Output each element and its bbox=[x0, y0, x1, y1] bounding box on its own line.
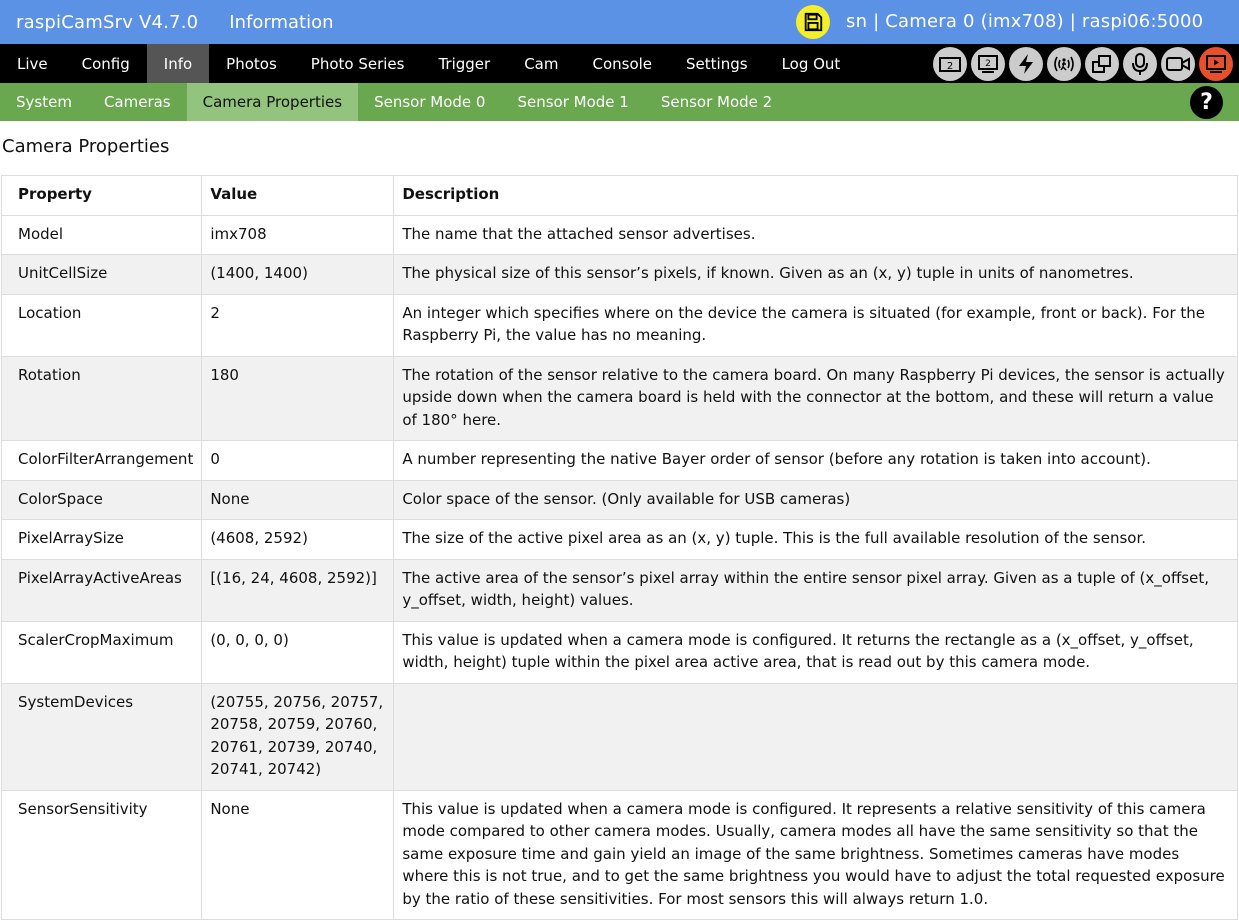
description-cell: This value is updated when a camera mode is configured. It returns the rectangle as a (x_offset, y_offset, width, height) tuple within the pixel area active area, that is read out by this camera mode. bbox=[394, 621, 1238, 683]
svg-text:2: 2 bbox=[946, 61, 954, 72]
table-row bbox=[2, 441, 1238, 481]
subnav-cameras[interactable]: Cameras bbox=[103, 93, 171, 111]
nav-photos[interactable]: Photos bbox=[226, 54, 277, 73]
table-row bbox=[2, 294, 1238, 356]
property-cell: UnitCellSize bbox=[2, 255, 202, 295]
description-cell: The active area of the sensor’s pixel array within the entire sensor pixel array. Given as a tuple of (x_offset, y_offset, width, height) values. bbox=[394, 559, 1238, 621]
sub-nav bbox=[0, 83, 1239, 121]
title-bar bbox=[0, 0, 1239, 44]
toolbar-icons bbox=[933, 47, 1233, 81]
description-cell: Color space of the sensor. (Only available for USB cameras) bbox=[394, 480, 1238, 520]
value-cell: None bbox=[202, 790, 394, 920]
main-nav bbox=[0, 44, 1239, 83]
value-cell: None bbox=[202, 480, 394, 520]
value-cell: (0, 0, 0, 0) bbox=[202, 621, 394, 683]
value-cell: (20755, 20756, 20757, 20758, 20759, 20760, 20761, 20739, 20740, 20741, 20742) bbox=[202, 683, 394, 790]
value-cell: 0 bbox=[202, 441, 394, 481]
property-cell: ColorFilterArrangement bbox=[2, 441, 202, 481]
nav-info[interactable]: Info bbox=[147, 44, 209, 83]
subnav-sensor-mode-2[interactable]: Sensor Mode 2 bbox=[660, 93, 773, 111]
camera-2-icon[interactable] bbox=[933, 47, 967, 81]
subnav-system[interactable]: System bbox=[16, 93, 72, 111]
value-cell: 2 bbox=[202, 294, 394, 356]
header-description: Description bbox=[394, 176, 1238, 216]
property-cell: SystemDevices bbox=[2, 683, 202, 790]
description-cell: An integer which specifies where on the device the camera is situated (for example, front or back). For the Raspberry Pi, the value has no meaning. bbox=[394, 294, 1238, 356]
property-cell: Location bbox=[2, 294, 202, 356]
help-icon[interactable]: ? bbox=[1190, 86, 1223, 119]
value-cell: 180 bbox=[202, 356, 394, 441]
table-row bbox=[2, 255, 1238, 295]
value-cell: [(16, 24, 4608, 2592)] bbox=[202, 559, 394, 621]
property-cell: SensorSensitivity bbox=[2, 790, 202, 920]
subnav-sensor-mode-0[interactable]: Sensor Mode 0 bbox=[374, 93, 486, 111]
property-cell: ColorSpace bbox=[2, 480, 202, 520]
table-row bbox=[2, 520, 1238, 560]
nav-trigger[interactable]: Trigger bbox=[438, 54, 491, 73]
table-header-row bbox=[2, 176, 1238, 216]
property-cell: Model bbox=[2, 215, 202, 255]
description-cell: The name that the attached sensor advertises. bbox=[394, 215, 1238, 255]
property-cell: Rotation bbox=[2, 356, 202, 441]
subnav-camera-properties[interactable]: Camera Properties bbox=[187, 83, 358, 121]
save-icon[interactable] bbox=[796, 5, 830, 39]
nav-console[interactable]: Console bbox=[592, 54, 653, 73]
flash-icon[interactable] bbox=[1009, 47, 1043, 81]
header-value: Value bbox=[202, 176, 394, 216]
property-cell: ScalerCropMaximum bbox=[2, 621, 202, 683]
table-row bbox=[2, 356, 1238, 441]
description-cell: The rotation of the sensor relative to the camera board. On many Raspberry Pi devices, the sensor is actually upside down when the camera board is held with the connector at the bottom, and these will return a value of 180° here. bbox=[394, 356, 1238, 441]
section-title: Information bbox=[229, 11, 334, 33]
nav-log-out[interactable]: Log Out bbox=[781, 54, 841, 73]
stream-icon[interactable] bbox=[1199, 47, 1233, 81]
description-cell: The size of the active pixel area as an (x, y) tuple. This is the full available resolution of the sensor. bbox=[394, 520, 1238, 560]
table-row bbox=[2, 215, 1238, 255]
value-cell: (1400, 1400) bbox=[202, 255, 394, 295]
nav-live[interactable]: Live bbox=[17, 54, 48, 73]
subnav-sensor-mode-1[interactable]: Sensor Mode 1 bbox=[517, 93, 629, 111]
video-icon[interactable] bbox=[1161, 47, 1195, 81]
table-row bbox=[2, 559, 1238, 621]
nav-cam[interactable]: Cam bbox=[524, 54, 559, 73]
property-cell: PixelArrayActiveAreas bbox=[2, 559, 202, 621]
description-cell: The physical size of this sensor’s pixels, if known. Given as an (x, y) tuple in units of nanometres. bbox=[394, 255, 1238, 295]
value-cell: (4608, 2592) bbox=[202, 520, 394, 560]
svg-text:2: 2 bbox=[985, 59, 991, 69]
app-name: raspiCamSrv V4.7.0 bbox=[16, 11, 199, 33]
nav-settings[interactable]: Settings bbox=[686, 54, 748, 73]
description-cell bbox=[394, 683, 1238, 790]
description-cell: This value is updated when a camera mode is configured. It represents a relative sensitivity of this camera mode compared to other camera modes. Usually, camera modes all have the same sensitivity so that the same exposure time and gain yield an image of the same brightness. Sometimes cameras have modes where this is not true, and to get the same brightness you would have to adjust the total requested exposure by the ratio of these sensitivities. For most sensors this will always return 1.0. bbox=[394, 790, 1238, 920]
table-row bbox=[2, 480, 1238, 520]
property-cell: PixelArraySize bbox=[2, 520, 202, 560]
nav-photo-series[interactable]: Photo Series bbox=[310, 54, 405, 73]
value-cell: imx708 bbox=[202, 215, 394, 255]
nav-config[interactable]: Config bbox=[81, 54, 130, 73]
properties-table bbox=[1, 175, 1238, 920]
table-row bbox=[2, 790, 1238, 920]
header-property: Property bbox=[2, 176, 202, 216]
microphone-icon[interactable] bbox=[1123, 47, 1157, 81]
table-row bbox=[2, 683, 1238, 790]
screen-2-icon[interactable] bbox=[971, 47, 1005, 81]
table-row bbox=[2, 621, 1238, 683]
windows-icon[interactable] bbox=[1085, 47, 1119, 81]
camera-status: sn | Camera 0 (imx708) | raspi06:5000 bbox=[846, 11, 1204, 32]
motion-icon[interactable] bbox=[1047, 47, 1081, 81]
page-title: Camera Properties bbox=[2, 136, 170, 157]
description-cell: A number representing the native Bayer order of sensor (before any rotation is taken into account). bbox=[394, 441, 1238, 481]
